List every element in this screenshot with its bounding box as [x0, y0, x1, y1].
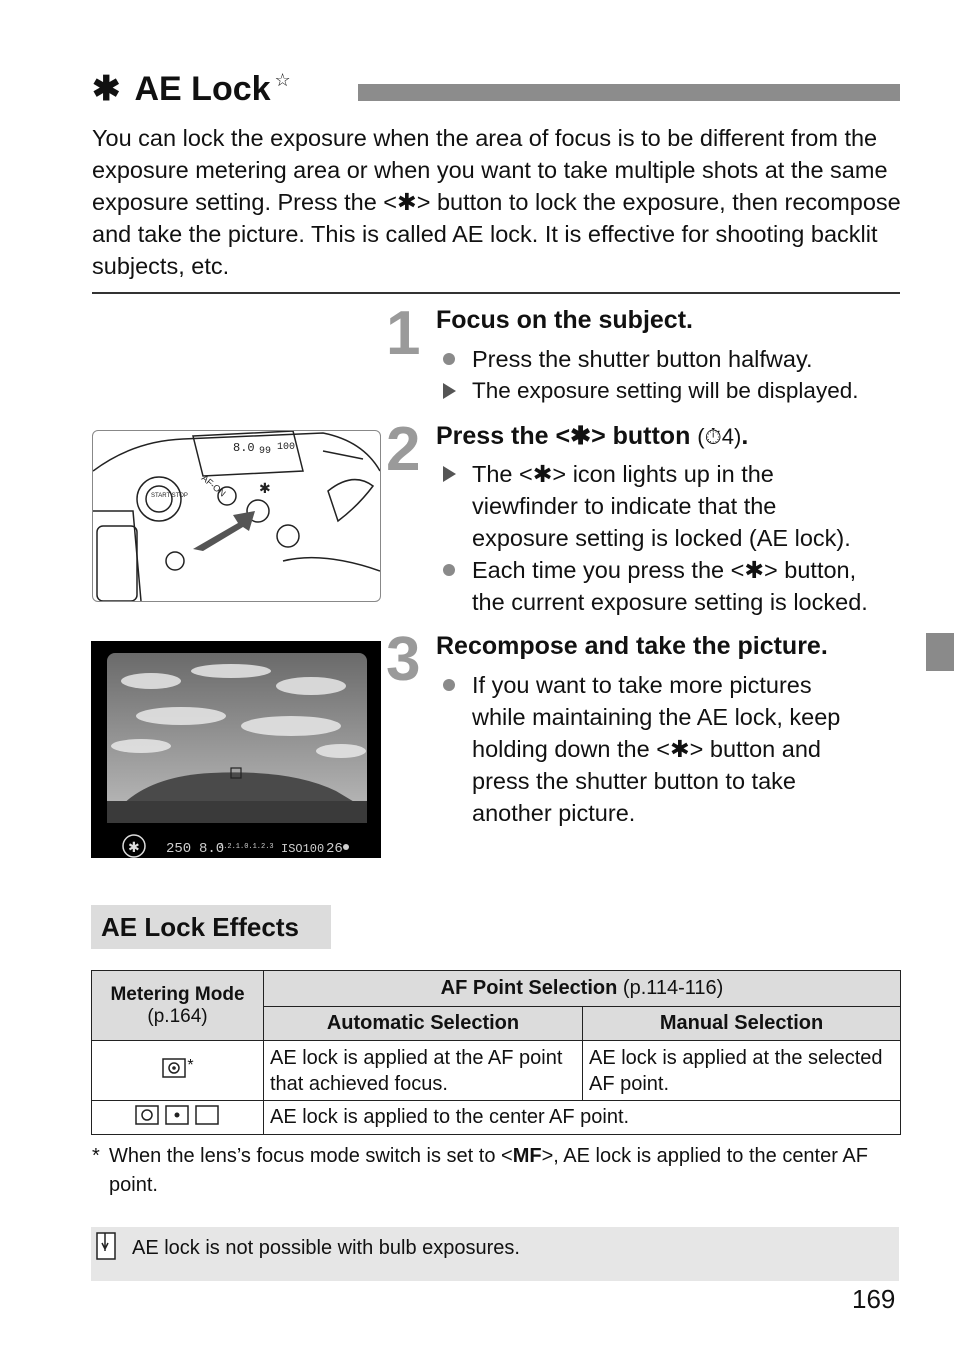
- af-on-label: AF-ON: [199, 472, 228, 499]
- bullet-dot: [443, 564, 455, 576]
- partial-metering-icon: [136, 1106, 158, 1124]
- vf-exposure-scale: 3.2.1.0.1.2.3: [219, 843, 274, 851]
- step-item-line: holding down the <✱> button and: [472, 736, 821, 762]
- step-item-line: exposure setting is locked (AE lock).: [472, 525, 851, 551]
- page-number: 169: [852, 1284, 896, 1314]
- vf-shutter-speed: 250: [166, 841, 192, 857]
- title-rule-bar: [358, 84, 900, 101]
- ae-lock-effects-table: [91, 970, 901, 1135]
- table-row: [92, 1041, 901, 1101]
- memo-icon: [95, 1231, 117, 1261]
- step-item-line: the current exposure setting is locked.: [472, 589, 868, 615]
- evaluative-metering-icon: [161, 1057, 187, 1079]
- camera-back-illustration: [92, 430, 381, 602]
- ae-lock-icon: ✱: [92, 70, 121, 108]
- lcd-aperture: 8.0: [233, 441, 255, 455]
- start-stop-label: START STOP: [151, 493, 188, 499]
- automatic-selection-header: Automatic Selection: [264, 1007, 583, 1041]
- step-title: Press the <✱> button (⏱4).: [436, 422, 749, 450]
- step-item-line: The <✱> icon lights up in the: [472, 461, 774, 487]
- step-number: 1: [386, 299, 421, 368]
- intro-text-1: You can lock the exposure when the area of focus is to be different from the exposure metering area or when you want to take multiple shots at the same exposure setting. Press the <: [92, 125, 888, 215]
- center-weighted-icon: [196, 1106, 218, 1124]
- af-point-selection-header: AF Point Selection (p.114-116): [264, 971, 901, 1007]
- step-number: 2: [386, 415, 421, 484]
- bullet-dot: [443, 679, 455, 691]
- table-row: [92, 1101, 901, 1135]
- note-text: AE lock is not possible with bulb exposures.: [132, 1237, 520, 1259]
- step-item-line: viewfinder to indicate that the: [472, 493, 777, 519]
- lcd-shots: 99: [259, 446, 272, 457]
- timer-reference: (⏱4): [697, 424, 742, 449]
- chapter-tab: [926, 633, 954, 671]
- metering-icons-group: [130, 1104, 226, 1126]
- step-item-line: press the shutter button to take: [472, 768, 796, 794]
- viewfinder-image: [91, 641, 381, 858]
- bullet-dot: [443, 353, 455, 365]
- step-item-line: another picture.: [472, 800, 636, 826]
- vf-burst: 26: [326, 841, 343, 857]
- table-footnote: * When the lens’s focus mode switch is set to <MF>, AE lock is applied to the center AF point.: [92, 1145, 868, 1196]
- merged-effect-cell: AE lock is applied to the center AF point.: [264, 1101, 901, 1135]
- intro-paragraph: [92, 122, 902, 282]
- step-item-line: Each time you press the <✱> button,: [472, 557, 857, 583]
- auto-effect-cell: AE lock is applied at the AF point that achieved focus.: [264, 1041, 583, 1101]
- vf-iso: ISO100: [281, 842, 325, 856]
- ae-lock-icon: ✱: [397, 189, 417, 215]
- step-item-line: while maintaining the AE lock, keep: [472, 704, 841, 730]
- step-item-line: If you want to take more pictures: [472, 672, 812, 698]
- vf-aperture: 8.0: [199, 841, 225, 857]
- metering-mode-cell: *: [92, 1041, 264, 1101]
- metering-mode-cell: [92, 1101, 264, 1135]
- result-triangle-icon: [443, 383, 456, 399]
- ae-lock-icon: ✱: [570, 422, 592, 450]
- step-title: Recompose and take the picture.: [436, 632, 828, 660]
- ae-lock-icon: ✱: [259, 481, 271, 497]
- lcd-iso: 100: [277, 442, 296, 453]
- step-title: Focus on the subject.: [436, 306, 693, 334]
- manual-selection-header: Manual Selection: [583, 1007, 901, 1041]
- step-item: The exposure setting will be displayed.: [472, 378, 859, 403]
- svg-text:✱: ✱: [128, 840, 140, 856]
- page-heading: [92, 64, 291, 114]
- section-divider: [92, 292, 900, 294]
- result-triangle-icon: [443, 466, 456, 482]
- camera-drawing: [93, 431, 380, 601]
- metering-mode-header: Metering Mode (p.164): [92, 971, 264, 1041]
- viewfinder-drawing: [91, 641, 381, 858]
- intro-text-2: > button to lock the exposure, then recompose and take the picture. This is called AE lock. It is effective for shooting backlit subjects, etc.: [92, 189, 901, 279]
- step-number: 3: [386, 625, 421, 694]
- section-heading: AE Lock Effects: [91, 905, 331, 949]
- creative-zone-star-icon: ☆: [274, 70, 291, 90]
- manual-effect-cell: AE lock is applied at the selected AF point.: [583, 1041, 901, 1101]
- step-item: Press the shutter button halfway.: [472, 346, 813, 372]
- page-title: AE Lock: [134, 69, 271, 108]
